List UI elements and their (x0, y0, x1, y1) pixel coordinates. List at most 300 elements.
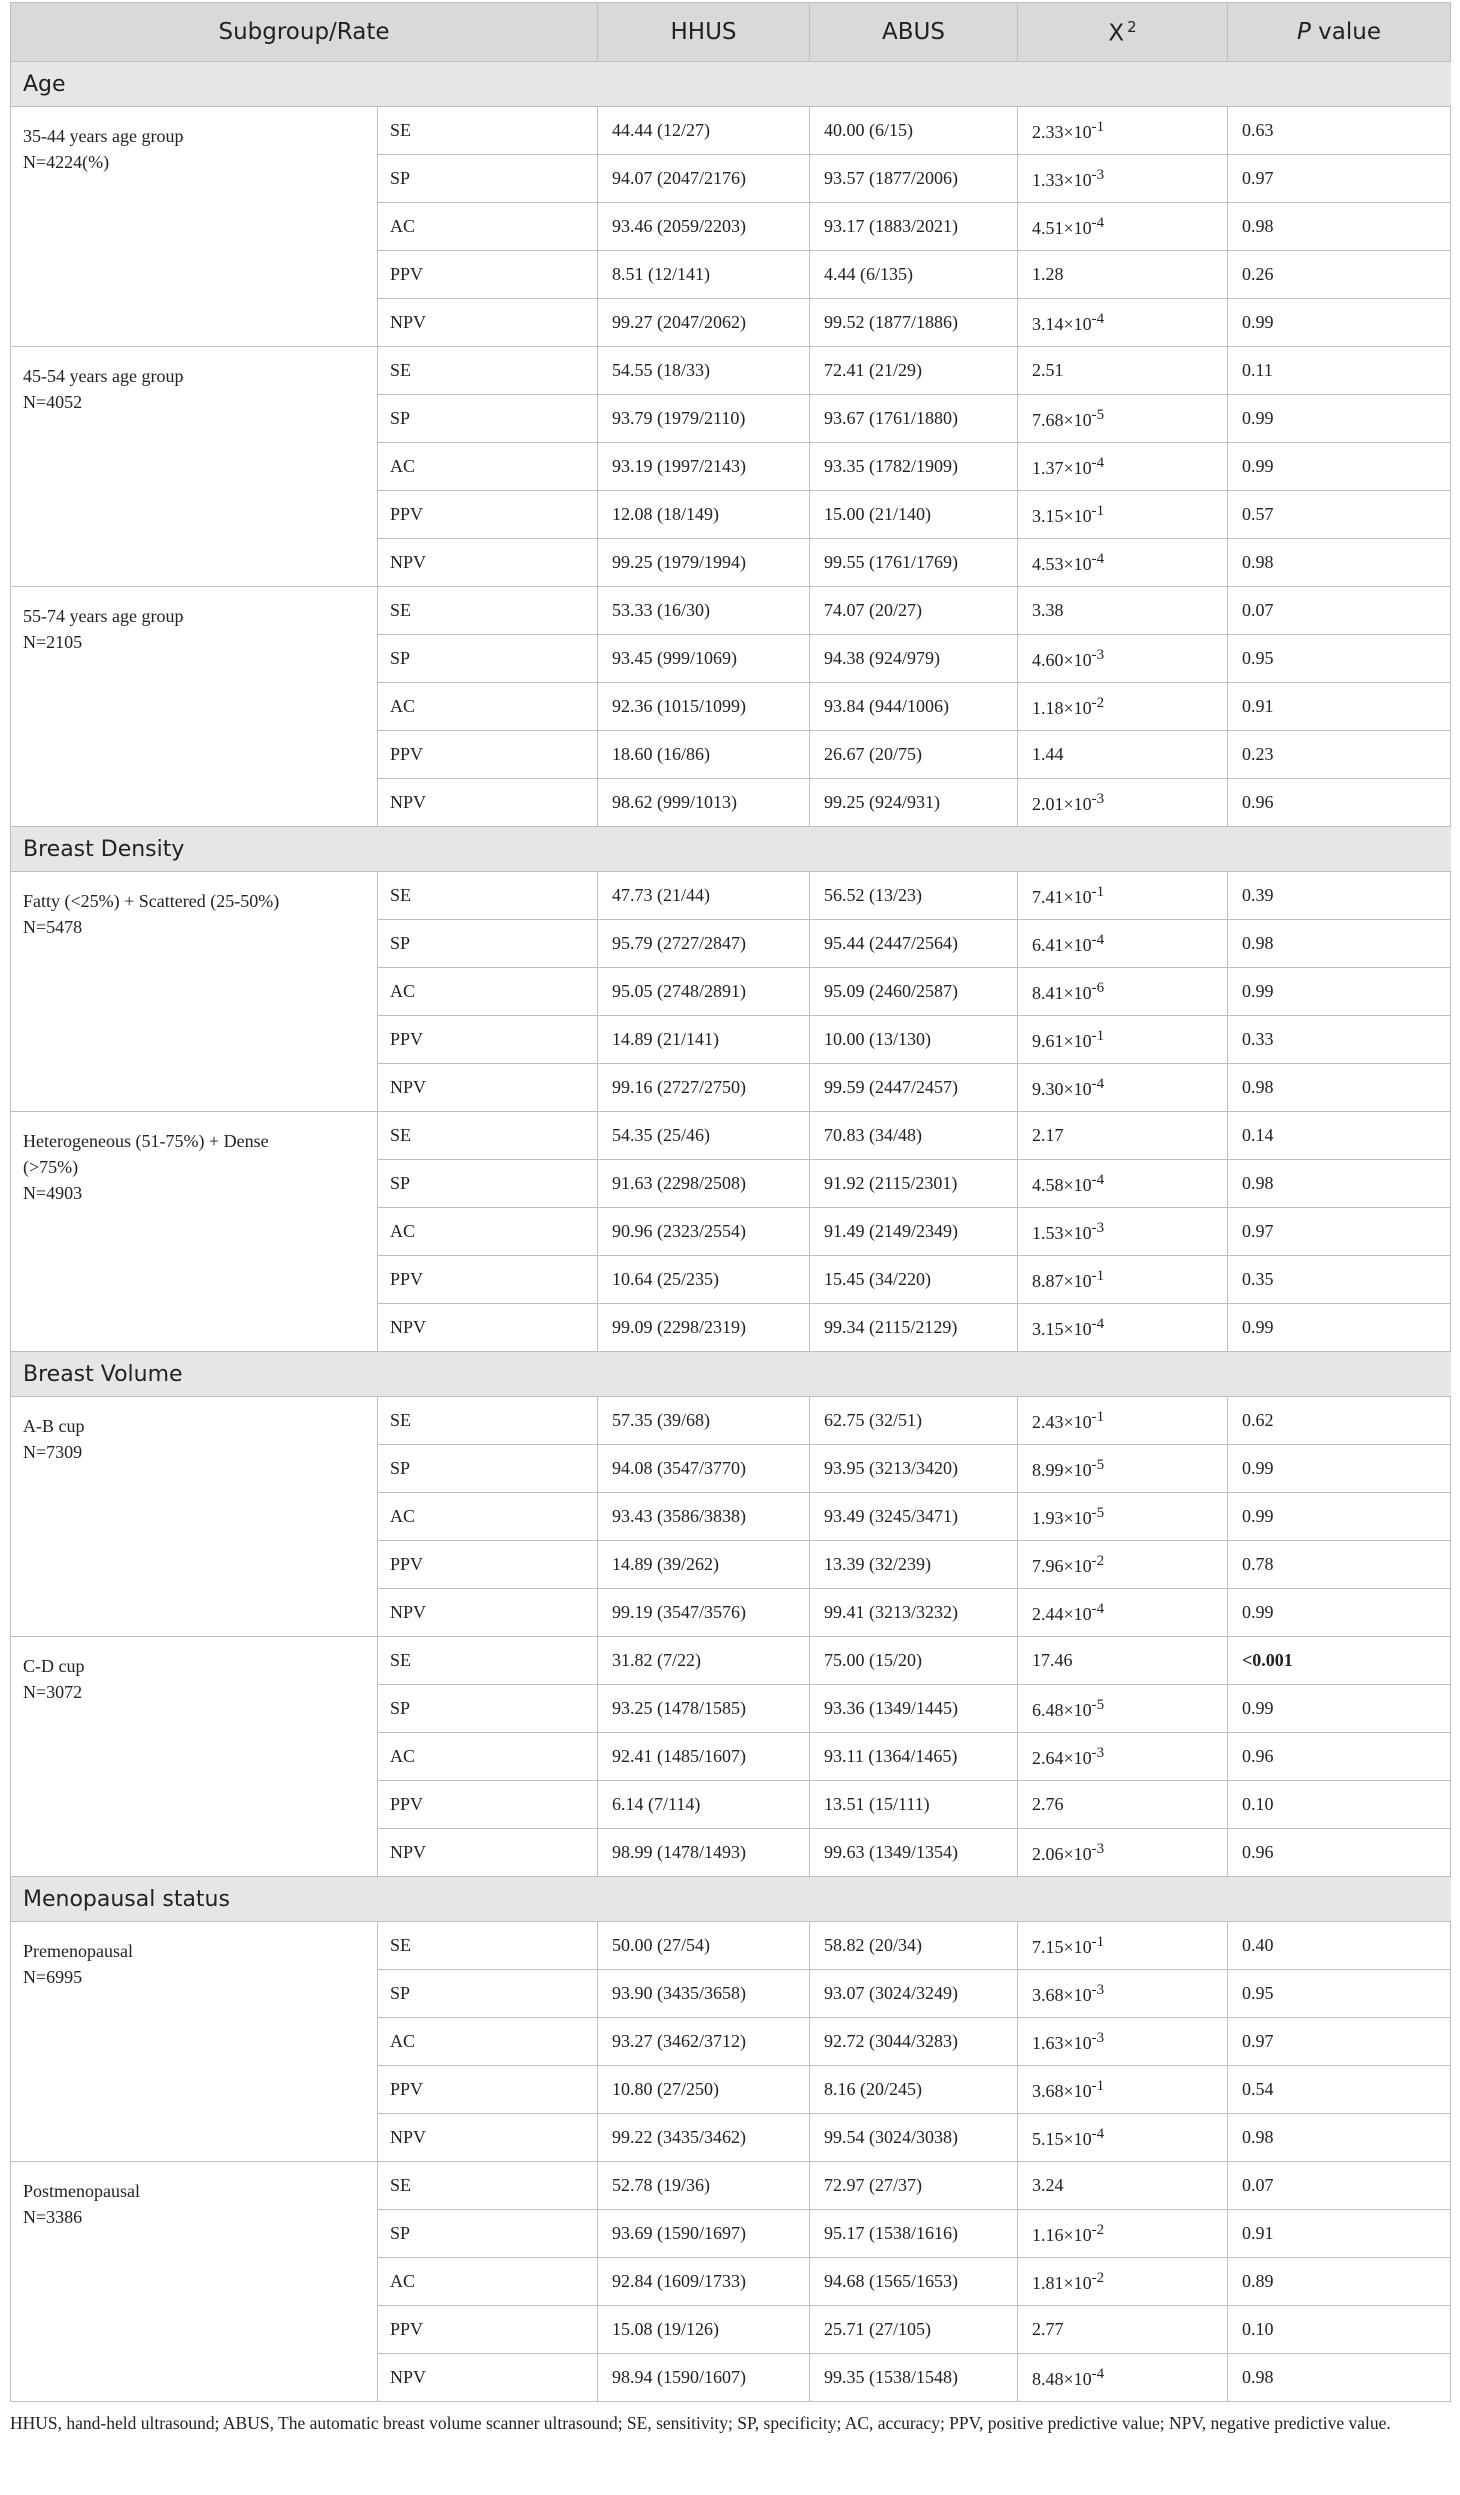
chi-mantissa: 3.68×10 (1032, 2080, 1092, 2101)
chi-mantissa: 3.68×10 (1032, 1984, 1092, 2005)
chi-square-cell (1018, 347, 1228, 395)
metric-cell: SE (378, 347, 598, 395)
table-row (11, 347, 1451, 395)
chi-mantissa: 9.30×10 (1032, 1078, 1092, 1099)
hhus-cell: 99.19 (3547/3576) (598, 1589, 810, 1637)
subgroup-label-line: 35-44 years age group (23, 126, 184, 146)
chi-exponent: -1 (1091, 2077, 1105, 2094)
hhus-cell: 8.51 (12/141) (598, 251, 810, 299)
hhus-cell: 99.22 (3435/3462) (598, 2114, 810, 2162)
chi-exponent: -1 (1091, 502, 1105, 519)
chi-exponent: -1 (1091, 883, 1105, 900)
p-value-cell: 0.10 (1228, 2306, 1451, 2354)
header-p-value (1228, 3, 1451, 62)
abus-cell: 99.35 (1538/1548) (810, 2354, 1018, 2402)
p-value-cell: 0.26 (1228, 251, 1451, 299)
abus-cell: 99.54 (3024/3038) (810, 2114, 1018, 2162)
p-value-cell: 0.97 (1228, 155, 1451, 203)
hhus-cell: 14.89 (39/262) (598, 1541, 810, 1589)
hhus-cell: 93.45 (999/1069) (598, 635, 810, 683)
p-value-cell: 0.95 (1228, 635, 1451, 683)
hhus-cell: 14.89 (21/141) (598, 1016, 810, 1064)
p-value-cell: 0.11 (1228, 347, 1451, 395)
chi-square-cell (1018, 587, 1228, 635)
abus-cell: 91.92 (2115/2301) (810, 1160, 1018, 1208)
metric-cell: NPV (378, 779, 598, 827)
hhus-cell: 93.43 (3586/3838) (598, 1493, 810, 1541)
abus-cell: 13.39 (32/239) (810, 1541, 1018, 1589)
header-row (11, 3, 1451, 62)
hhus-cell: 54.35 (25/46) (598, 1112, 810, 1160)
hhus-cell: 92.84 (1609/1733) (598, 2258, 810, 2306)
abus-cell: 93.57 (1877/2006) (810, 155, 1018, 203)
chi-mantissa: 5.15×10 (1032, 2128, 1092, 2149)
table-row (11, 1922, 1451, 1970)
p-value-cell: 0.99 (1228, 395, 1451, 443)
chi-exponent: -2 (1091, 2221, 1105, 2238)
chi-exponent: -1 (1091, 1027, 1105, 1044)
chi-mantissa: 8.99×10 (1032, 1459, 1092, 1480)
abus-cell: 10.00 (13/130) (810, 1016, 1018, 1064)
abus-cell: 99.55 (1761/1769) (810, 539, 1018, 587)
hhus-cell: 99.16 (2727/2750) (598, 1064, 810, 1112)
hhus-cell: 95.05 (2748/2891) (598, 968, 810, 1016)
metric-cell: SP (378, 920, 598, 968)
abus-cell: 93.67 (1761/1880) (810, 395, 1018, 443)
abus-cell: 62.75 (32/51) (810, 1397, 1018, 1445)
chi-exponent: -3 (1091, 1840, 1105, 1857)
metric-cell: NPV (378, 2114, 598, 2162)
hhus-cell: 98.94 (1590/1607) (598, 2354, 810, 2402)
metric-cell: PPV (378, 251, 598, 299)
hhus-cell: 18.60 (16/86) (598, 731, 810, 779)
abus-cell: 99.34 (2115/2129) (810, 1304, 1018, 1352)
hhus-cell: 92.41 (1485/1607) (598, 1733, 810, 1781)
abus-cell: 99.63 (1349/1354) (810, 1829, 1018, 1877)
table-row (11, 1397, 1451, 1445)
hhus-cell: 91.63 (2298/2508) (598, 1160, 810, 1208)
hhus-cell: 57.35 (39/68) (598, 1397, 810, 1445)
hhus-cell: 53.33 (16/30) (598, 587, 810, 635)
hhus-cell: 6.14 (7/114) (598, 1781, 810, 1829)
abus-cell: 93.84 (944/1006) (810, 683, 1018, 731)
subgroup-label (11, 2162, 378, 2402)
hhus-cell: 99.25 (1979/1994) (598, 539, 810, 587)
metric-cell: AC (378, 683, 598, 731)
group-header-row (11, 1877, 1451, 1922)
abus-cell: 93.17 (1883/2021) (810, 203, 1018, 251)
metric-cell: AC (378, 1733, 598, 1781)
chi-exponent: -5 (1091, 1696, 1105, 1713)
chi-exponent: -4 (1091, 1171, 1105, 1188)
p-value-cell: 0.35 (1228, 1256, 1451, 1304)
p-value-cell: 0.14 (1228, 1112, 1451, 1160)
table-row (11, 107, 1451, 155)
chi-mantissa: 3.15×10 (1032, 1318, 1092, 1339)
chi-mantissa: 1.53×10 (1032, 1222, 1092, 1243)
metric-cell: SP (378, 1970, 598, 2018)
abus-cell: 93.36 (1349/1445) (810, 1685, 1018, 1733)
chi-square-cell (1018, 920, 1228, 968)
abus-cell: 93.07 (3024/3249) (810, 1970, 1018, 2018)
chi-square-cell (1018, 1829, 1228, 1877)
hhus-cell: 93.19 (1997/2143) (598, 443, 810, 491)
abus-cell: 92.72 (3044/3283) (810, 2018, 1018, 2066)
p-value-cell: 0.96 (1228, 1733, 1451, 1781)
subgroup-label-line: N=5478 (23, 917, 83, 937)
chi-square-cell (1018, 1685, 1228, 1733)
metric-cell: PPV (378, 1016, 598, 1064)
chi-exponent: -4 (1091, 1075, 1105, 1092)
p-value-cell: 0.91 (1228, 683, 1451, 731)
subgroup-label-line: N=4224(%) (23, 152, 110, 172)
abus-cell: 99.59 (2447/2457) (810, 1064, 1018, 1112)
abus-cell: 99.25 (924/931) (810, 779, 1018, 827)
metric-cell: SP (378, 1685, 598, 1733)
chi-mantissa: 2.77 (1032, 2319, 1064, 2339)
chi-square-cell (1018, 2018, 1228, 2066)
p-value-cell: 0.39 (1228, 872, 1451, 920)
abus-cell: 72.97 (27/37) (810, 2162, 1018, 2210)
abus-cell: 93.35 (1782/1909) (810, 443, 1018, 491)
abus-cell: 91.49 (2149/2349) (810, 1208, 1018, 1256)
hhus-cell: 99.09 (2298/2319) (598, 1304, 810, 1352)
chi-mantissa: 7.96×10 (1032, 1555, 1092, 1576)
p-value-cell: 0.99 (1228, 1445, 1451, 1493)
metric-cell: SP (378, 635, 598, 683)
chi-exponent: -2 (1091, 694, 1105, 711)
chi-exponent: -2 (1091, 1552, 1105, 1569)
hhus-cell: 31.82 (7/22) (598, 1637, 810, 1685)
metric-cell: AC (378, 443, 598, 491)
metric-cell: SP (378, 1445, 598, 1493)
chi-square-cell (1018, 2114, 1228, 2162)
chi-exponent: -1 (1091, 1933, 1105, 1950)
chi-square-cell (1018, 1064, 1228, 1112)
chi-exponent: -4 (1091, 214, 1105, 231)
chi-square-cell (1018, 1541, 1228, 1589)
chi-square-cell (1018, 1397, 1228, 1445)
hhus-cell: 50.00 (27/54) (598, 1922, 810, 1970)
hhus-cell: 94.07 (2047/2176) (598, 155, 810, 203)
chi-square-cell (1018, 1637, 1228, 1685)
subgroup-label-line: N=3386 (23, 2207, 83, 2227)
metric-cell: NPV (378, 299, 598, 347)
chi-exponent: -2 (1091, 2269, 1105, 2286)
chi-mantissa: 7.15×10 (1032, 1936, 1092, 1957)
abus-cell: 99.41 (3213/3232) (810, 1589, 1018, 1637)
chi-exponent: -4 (1091, 931, 1105, 948)
subgroup-label-line: Heterogeneous (51-75%) + Dense (23, 1131, 269, 1151)
chi-exponent: -4 (1091, 1600, 1105, 1617)
chi-exponent: -5 (1091, 1456, 1105, 1473)
chi-square-cell (1018, 2354, 1228, 2402)
chi-exponent: -4 (1091, 310, 1105, 327)
chi-square-cell (1018, 251, 1228, 299)
p-value-cell: 0.96 (1228, 779, 1451, 827)
metric-cell: SE (378, 1397, 598, 1445)
metric-cell: SP (378, 1160, 598, 1208)
hhus-cell: 52.78 (19/36) (598, 2162, 810, 2210)
subgroup-label (11, 1112, 378, 1352)
chi-square-cell (1018, 635, 1228, 683)
chi-mantissa: 4.53×10 (1032, 553, 1092, 574)
metric-cell: SE (378, 1637, 598, 1685)
subgroup-label (11, 872, 378, 1112)
metric-cell: PPV (378, 2066, 598, 2114)
chi-exponent: -4 (1091, 2125, 1105, 2142)
metric-cell: SE (378, 2162, 598, 2210)
hhus-cell: 47.73 (21/44) (598, 872, 810, 920)
chi-mantissa: 3.38 (1032, 600, 1064, 620)
p-value-cell: 0.99 (1228, 1493, 1451, 1541)
subgroup-label (11, 587, 378, 827)
chi-square-cell (1018, 1016, 1228, 1064)
p-value-cell: 0.10 (1228, 1781, 1451, 1829)
header-hhus: HHUS (598, 3, 810, 62)
chi-mantissa: 4.60×10 (1032, 649, 1092, 670)
chi-exponent: -3 (1091, 1744, 1105, 1761)
hhus-cell: 44.44 (12/27) (598, 107, 810, 155)
chi-square-cell (1018, 1445, 1228, 1493)
p-value-cell: 0.95 (1228, 1970, 1451, 2018)
p-value-cell: 0.54 (1228, 2066, 1451, 2114)
subgroup-label-line: C-D cup (23, 1656, 85, 1676)
p-value-cell: 0.98 (1228, 1160, 1451, 1208)
chi-mantissa: 2.64×10 (1032, 1747, 1092, 1768)
hhus-cell: 10.64 (25/235) (598, 1256, 810, 1304)
chi-mantissa: 2.43×10 (1032, 1411, 1092, 1432)
abus-cell: 8.16 (20/245) (810, 2066, 1018, 2114)
chi-square-cell (1018, 1493, 1228, 1541)
chi-exponent: -3 (1091, 1981, 1105, 1998)
chi-mantissa: 3.15×10 (1032, 505, 1092, 526)
abus-cell: 58.82 (20/34) (810, 1922, 1018, 1970)
chi-square-cell (1018, 2258, 1228, 2306)
chi-mantissa: 2.17 (1032, 1125, 1064, 1145)
table-row (11, 872, 1451, 920)
abus-cell: 99.52 (1877/1886) (810, 299, 1018, 347)
chi-square-cell (1018, 491, 1228, 539)
abus-cell: 26.67 (20/75) (810, 731, 1018, 779)
metric-cell: NPV (378, 2354, 598, 2402)
chi-square-cell (1018, 539, 1228, 587)
subgroup-label-line: Postmenopausal (23, 2181, 140, 2201)
chi-square-cell (1018, 299, 1228, 347)
chi-exponent: -4 (1091, 550, 1105, 567)
subgroup-label-line: N=4052 (23, 392, 83, 412)
chi-mantissa: 2.76 (1032, 1794, 1064, 1814)
abus-cell: 94.38 (924/979) (810, 635, 1018, 683)
chi-exponent: -1 (1091, 1267, 1105, 1284)
chi-square-cell (1018, 1112, 1228, 1160)
p-value-cell: 0.98 (1228, 1064, 1451, 1112)
hhus-cell: 94.08 (3547/3770) (598, 1445, 810, 1493)
group-header-row (11, 827, 1451, 872)
metric-cell: NPV (378, 539, 598, 587)
abus-cell: 72.41 (21/29) (810, 347, 1018, 395)
abus-cell: 95.17 (1538/1616) (810, 2210, 1018, 2258)
p-value-cell: 0.99 (1228, 1304, 1451, 1352)
table-body (11, 62, 1451, 2402)
subgroup-label-line: N=4903 (23, 1183, 83, 1203)
group-title: Age (11, 62, 1451, 107)
hhus-cell: 10.80 (27/250) (598, 2066, 810, 2114)
p-value-cell: 0.89 (1228, 2258, 1451, 2306)
subgroup-label-line: N=7309 (23, 1442, 83, 1462)
metric-cell: AC (378, 1493, 598, 1541)
chi-mantissa: 1.44 (1032, 744, 1064, 764)
chi-square-cell (1018, 203, 1228, 251)
subgroup-label-line: 55-74 years age group (23, 606, 184, 626)
chi-mantissa: 3.14×10 (1032, 313, 1092, 334)
chi-mantissa: 3.24 (1032, 2175, 1064, 2195)
subgroup-label (11, 1922, 378, 2162)
chi-mantissa: 2.06×10 (1032, 1843, 1092, 1864)
chi-exponent: -4 (1091, 454, 1105, 471)
p-value-cell: 0.98 (1228, 2354, 1451, 2402)
chi-square-cell (1018, 1589, 1228, 1637)
abus-cell: 93.95 (3213/3420) (810, 1445, 1018, 1493)
metric-cell: PPV (378, 1541, 598, 1589)
metric-cell: AC (378, 2258, 598, 2306)
chi-mantissa: 2.51 (1032, 360, 1064, 380)
p-value-cell: 0.98 (1228, 920, 1451, 968)
group-header-row (11, 62, 1451, 107)
chi-exponent: -4 (1091, 2365, 1105, 2382)
chi-exponent: -3 (1091, 646, 1105, 663)
p-value-cell: 0.91 (1228, 2210, 1451, 2258)
chi-mantissa: 2.01×10 (1032, 793, 1092, 814)
p-value-cell: 0.96 (1228, 1829, 1451, 1877)
chi-mantissa: 1.81×10 (1032, 2272, 1092, 2293)
hhus-cell: 98.62 (999/1013) (598, 779, 810, 827)
header-p-rest: value (1310, 19, 1381, 45)
chi-mantissa: 4.58×10 (1032, 1174, 1092, 1195)
metric-cell: PPV (378, 1781, 598, 1829)
chi-mantissa: 1.63×10 (1032, 2032, 1092, 2053)
metric-cell: SE (378, 587, 598, 635)
abus-cell: 94.68 (1565/1653) (810, 2258, 1018, 2306)
abus-cell: 56.52 (13/23) (810, 872, 1018, 920)
chi-square-cell (1018, 1922, 1228, 1970)
metric-cell: SE (378, 872, 598, 920)
hhus-cell: 54.55 (18/33) (598, 347, 810, 395)
header-p-italic: P (1296, 19, 1311, 45)
abus-cell: 15.00 (21/140) (810, 491, 1018, 539)
p-value-cell: 0.98 (1228, 539, 1451, 587)
metric-cell: PPV (378, 491, 598, 539)
chi-square-cell (1018, 1208, 1228, 1256)
abus-cell: 4.44 (6/135) (810, 251, 1018, 299)
metric-cell: SP (378, 2210, 598, 2258)
abus-cell: 93.11 (1364/1465) (810, 1733, 1018, 1781)
chi-mantissa: 1.18×10 (1032, 697, 1092, 718)
chi-square-cell (1018, 2306, 1228, 2354)
chi-exponent: -4 (1091, 1315, 1105, 1332)
p-value-cell: 0.97 (1228, 1208, 1451, 1256)
chi-square-cell (1018, 1160, 1228, 1208)
chi-square-cell (1018, 1781, 1228, 1829)
metric-cell: SE (378, 1922, 598, 1970)
chi-exponent: -3 (1091, 2029, 1105, 2046)
hhus-cell: 93.25 (1478/1585) (598, 1685, 810, 1733)
chi-square-cell (1018, 731, 1228, 779)
chi-mantissa: 2.33×10 (1032, 121, 1092, 142)
metric-cell: NPV (378, 1589, 598, 1637)
chi-mantissa: 8.87×10 (1032, 1270, 1092, 1291)
p-value-cell: 0.63 (1228, 107, 1451, 155)
subgroup-label-line: A-B cup (23, 1416, 85, 1436)
chi-exponent: -3 (1091, 790, 1105, 807)
chi-square-cell (1018, 1733, 1228, 1781)
chi-square-cell (1018, 2210, 1228, 2258)
chi-exponent: -1 (1091, 1408, 1105, 1425)
p-value-cell: 0.98 (1228, 203, 1451, 251)
chi-square-cell (1018, 155, 1228, 203)
metric-cell: SP (378, 395, 598, 443)
metric-cell: NPV (378, 1064, 598, 1112)
chi-mantissa: 4.51×10 (1032, 217, 1092, 238)
subgroup-label-line: (>75%) (23, 1157, 79, 1177)
subgroup-label (11, 1637, 378, 1877)
chi-mantissa: 1.28 (1032, 264, 1064, 284)
p-value-cell: 0.99 (1228, 1685, 1451, 1733)
p-value-cell: 0.99 (1228, 443, 1451, 491)
header-abus: ABUS (810, 3, 1018, 62)
table-container (10, 2, 1450, 2436)
chi-mantissa: 8.48×10 (1032, 2368, 1092, 2389)
chi-square-cell (1018, 683, 1228, 731)
table-row (11, 1637, 1451, 1685)
header-chi-base: X (1108, 20, 1125, 47)
hhus-cell: 90.96 (2323/2554) (598, 1208, 810, 1256)
metric-cell: NPV (378, 1829, 598, 1877)
abus-cell: 13.51 (15/111) (810, 1781, 1018, 1829)
hhus-cell: 12.08 (18/149) (598, 491, 810, 539)
chi-square-cell (1018, 107, 1228, 155)
abus-cell: 25.71 (27/105) (810, 2306, 1018, 2354)
p-value-cell: 0.98 (1228, 2114, 1451, 2162)
metric-cell: SE (378, 107, 598, 155)
hhus-cell: 93.79 (1979/2110) (598, 395, 810, 443)
hhus-cell: 93.27 (3462/3712) (598, 2018, 810, 2066)
abus-cell: 95.09 (2460/2587) (810, 968, 1018, 1016)
metric-cell: SP (378, 155, 598, 203)
p-value-cell: 0.07 (1228, 587, 1451, 635)
metric-cell: SE (378, 1112, 598, 1160)
metric-cell: AC (378, 203, 598, 251)
chi-exponent: -5 (1091, 406, 1105, 423)
chi-square-cell (1018, 1256, 1228, 1304)
abus-cell: 75.00 (15/20) (810, 1637, 1018, 1685)
chi-exponent: -1 (1091, 118, 1105, 135)
hhus-cell: 95.79 (2727/2847) (598, 920, 810, 968)
chi-square-cell (1018, 2162, 1228, 2210)
chi-mantissa: 6.41×10 (1032, 934, 1092, 955)
subgroup-label-line: Premenopausal (23, 1941, 133, 1961)
chi-square-cell (1018, 779, 1228, 827)
abus-cell: 40.00 (6/15) (810, 107, 1018, 155)
chi-mantissa: 6.48×10 (1032, 1699, 1092, 1720)
p-value-cell: 0.62 (1228, 1397, 1451, 1445)
abus-cell: 95.44 (2447/2564) (810, 920, 1018, 968)
p-value-cell: 0.23 (1228, 731, 1451, 779)
chi-square-cell (1018, 443, 1228, 491)
p-value-cell: 0.33 (1228, 1016, 1451, 1064)
table-row (11, 587, 1451, 635)
metric-cell: AC (378, 968, 598, 1016)
